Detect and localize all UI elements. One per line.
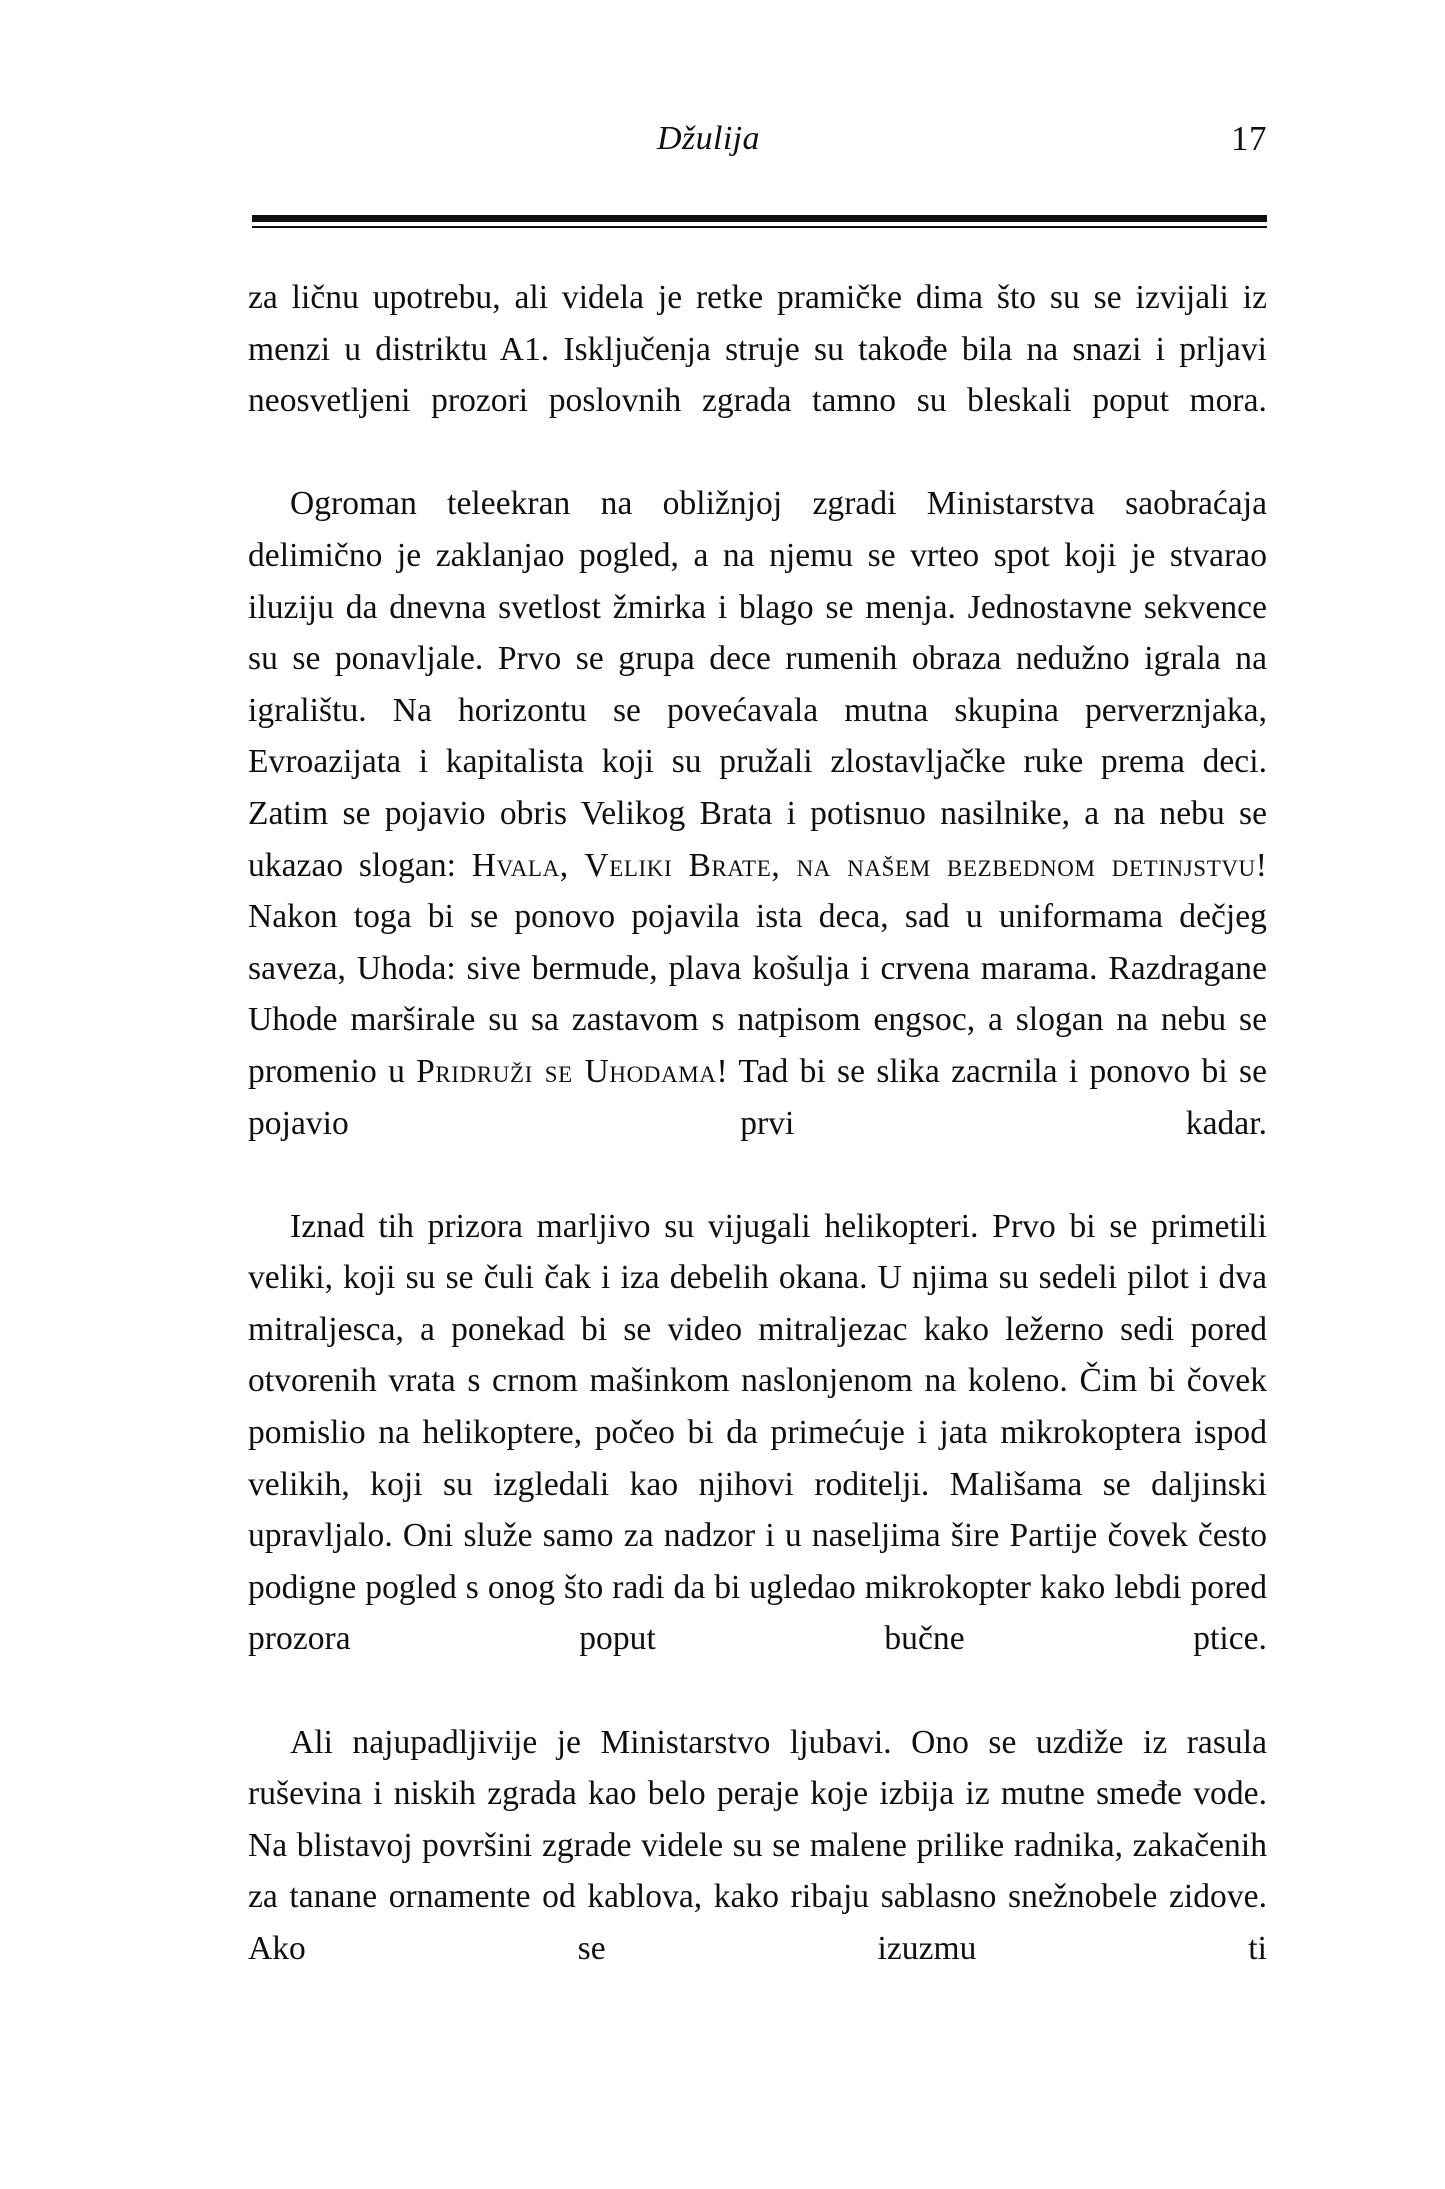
paragraph — [248, 1201, 1267, 1717]
running-head — [252, 100, 1267, 156]
text-run: za ličnu upotrebu, ali videla je retke pramičke dima što su se izvijali iz menzi u distriktu A1. Isključenja struje su takođe bila na snazi i prljavi neosvetljeni prozori poslovnih zgrada tamno su bleskali poput mora. — [248, 279, 1267, 420]
paragraph — [248, 478, 1267, 1200]
rule-thick — [252, 215, 1267, 222]
rule-thin — [252, 226, 1267, 228]
paragraph — [248, 272, 1267, 478]
page-number: 17 — [1231, 119, 1267, 158]
header-double-rule — [252, 215, 1267, 228]
running-head-title: Džulija — [657, 120, 760, 157]
text-run: Ali najupadljivije je Ministarstvo ljubavi. Ono se uzdiže iz rasula ruševina i niskih zgrada kao belo peraje koje izbija iz mutne smeđe vode. Na blistavoj površini zgrade videle su se malene prilike radnika, zakačenih za tanane ornamente od kablova, kako ribaju sablasno snežnobele zidove. Ako se izuzmu ti — [248, 1723, 1267, 1967]
text-run: ! Nakon toga bi se ponovo pojavila ista deca, sad u uniformama dečjeg saveza, Uhoda: sive bermude, plava košulja i crvena marama. Razdragane Uhode marširale su sa zastavom s natpisom engsoc, a slogan na nebu se promenio u — [248, 846, 1267, 1090]
paragraph — [248, 1717, 1267, 2027]
text-run: ! Tad bi se slika zacrnila i ponovo bi se pojavio prvi kadar. — [248, 1052, 1268, 1142]
text-run: Ogroman teleekran na obližnjoj zgradi Ministarstva saobraćaja delimično je zaklanjao pogled, a na njemu se vrteo spot koji je stvarao iluziju da dnevna svetlost žmirka i blago se menja. Jednostavne sekvence su se ponavljale. Prvo se grupa dece rumenih obraza nedužno igrala na igralištu. Na horizontu se povećavala mutna skupina perverznjaka, Evroazijata i kapitalista koji su pružali zlostavljačke ruke prema deci. Zatim se pojavio obris Velikog Brata i potisnuo nasilnike, a na nebu se ukazao slogan: — [248, 485, 1267, 884]
small-caps-slogan: Hvala, Veliki Brate, na našem bezbednom detinjstvu — [471, 846, 1256, 884]
body-text — [248, 272, 1267, 2026]
small-caps-slogan: Pridruži se Uhodama — [416, 1052, 717, 1090]
text-run: Iznad tih prizora marljivo su vijugali helikopteri. Prvo bi se primetili veliki, koji su se čuli čak i iza debelih okana. U njima su sedeli pilot i dva mitraljesca, a ponekad bi se video mitraljezac kako ležerno sedi pored otvorenih vrata s crnom mašinkom naslonjenom na koleno. Čim bi čovek pomislio na helikoptere, počeo bi da primećuje i jata mikrokoptera ispod velikih, koji su izgledali kao njihovi roditelji. Mališama se daljinski upravljalo. Oni služe samo za nadzor i u naseljima šire Partije čovek često podigne pogled s onog što radi da bi ugledao mikrokopter kako lebdi pored prozora poput bučne ptice. — [248, 1207, 1267, 1658]
